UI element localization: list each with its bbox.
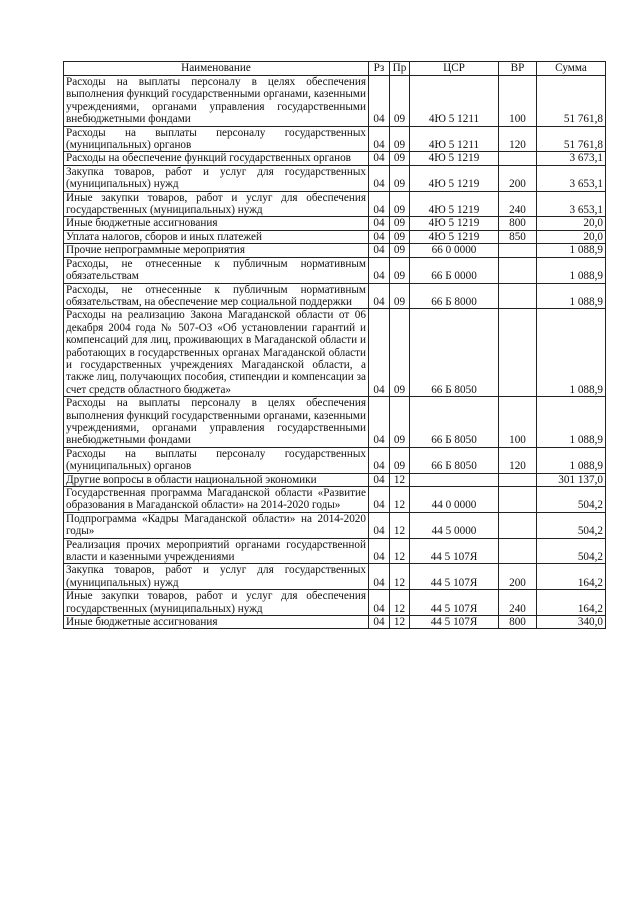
cell-name: Иные закупки товаров, работ и услуг для обеспечения государственных (муниципальных) нужд	[64, 590, 369, 616]
cell-sum: 164,2	[537, 564, 606, 590]
cell-vr: 800	[499, 217, 537, 230]
cell-rz: 04	[369, 126, 390, 152]
cell-csr: 44 5 107Я	[410, 590, 499, 616]
cell-pr: 12	[390, 616, 410, 629]
cell-sum: 340,0	[537, 616, 606, 629]
cell-rz: 04	[369, 397, 390, 448]
table-row	[64, 152, 606, 165]
cell-name: Иные закупки товаров, работ и услуг для обеспечения государственных (муниципальных) нужд	[64, 191, 369, 217]
cell-rz: 04	[369, 257, 390, 283]
cell-rz: 04	[369, 283, 390, 309]
cell-name: Расходы на выплаты персоналу государственных (муниципальных) органов	[64, 447, 369, 473]
cell-name: Расходы на обеспечение функций государственных органов	[64, 152, 369, 165]
cell-vr	[499, 244, 537, 257]
table-row	[64, 538, 606, 564]
cell-vr: 200	[499, 165, 537, 191]
cell-name: Уплата налогов, сборов и иных платежей	[64, 230, 369, 243]
cell-pr: 09	[390, 152, 410, 165]
cell-sum: 51 761,8	[537, 126, 606, 152]
cell-rz: 04	[369, 487, 390, 513]
cell-sum: 164,2	[537, 590, 606, 616]
table-row	[64, 244, 606, 257]
cell-pr: 09	[390, 397, 410, 448]
cell-sum: 20,0	[537, 230, 606, 243]
cell-vr	[499, 473, 537, 486]
cell-rz: 04	[369, 512, 390, 538]
cell-csr: 66 0 0000	[410, 244, 499, 257]
cell-vr	[499, 512, 537, 538]
table-row	[64, 512, 606, 538]
cell-csr: 4Ю 5 1219	[410, 191, 499, 217]
cell-sum: 504,2	[537, 512, 606, 538]
table-row	[64, 487, 606, 513]
cell-csr	[410, 473, 499, 486]
cell-name: Иные бюджетные ассигнования	[64, 616, 369, 629]
cell-csr: 66 Б 8050	[410, 397, 499, 448]
cell-pr: 12	[390, 590, 410, 616]
table-row	[64, 564, 606, 590]
cell-name: Государственная программа Магаданской области «Развитие образования в Магаданской области» на 2014-2020 годы»	[64, 487, 369, 513]
cell-name: Подпрограмма «Кадры Магаданской области» на 2014-2020 годы»	[64, 512, 369, 538]
cell-pr: 09	[390, 165, 410, 191]
cell-csr: 44 5 0000	[410, 512, 499, 538]
cell-vr: 100	[499, 76, 537, 127]
cell-name: Закупка товаров, работ и услуг для государственных (муниципальных) нужд	[64, 564, 369, 590]
table-row	[64, 230, 606, 243]
cell-csr: 66 Б 8050	[410, 309, 499, 397]
table-row	[64, 76, 606, 127]
cell-csr: 4Ю 5 1219	[410, 152, 499, 165]
cell-csr: 44 5 107Я	[410, 564, 499, 590]
cell-csr: 4Ю 5 1219	[410, 217, 499, 230]
cell-pr: 09	[390, 126, 410, 152]
cell-csr: 66 Б 8050	[410, 447, 499, 473]
cell-name: Расходы на выплаты персоналу в целях обеспечения выполнения функций государственными органами, казенными учреждениями, органами управления государственными внебюджетными фондами	[64, 397, 369, 448]
cell-sum: 20,0	[537, 217, 606, 230]
cell-rz: 04	[369, 191, 390, 217]
table-row	[64, 616, 606, 629]
table-row	[64, 590, 606, 616]
table-row	[64, 447, 606, 473]
cell-name: Иные бюджетные ассигнования	[64, 217, 369, 230]
cell-pr: 12	[390, 564, 410, 590]
cell-sum: 3 673,1	[537, 152, 606, 165]
cell-vr: 120	[499, 447, 537, 473]
cell-rz: 04	[369, 230, 390, 243]
cell-sum: 1 088,9	[537, 447, 606, 473]
header-pr: Пр	[390, 62, 410, 76]
table-row	[64, 165, 606, 191]
cell-name: Закупка товаров, работ и услуг для государственных (муниципальных) нужд	[64, 165, 369, 191]
cell-csr: 44 5 107Я	[410, 616, 499, 629]
cell-vr: 240	[499, 590, 537, 616]
cell-pr: 09	[390, 283, 410, 309]
cell-pr: 12	[390, 473, 410, 486]
cell-csr: 4Ю 5 1211	[410, 76, 499, 127]
cell-vr	[499, 487, 537, 513]
table-row	[64, 191, 606, 217]
cell-vr	[499, 257, 537, 283]
cell-csr: 44 5 107Я	[410, 538, 499, 564]
cell-sum: 301 137,0	[537, 473, 606, 486]
cell-name: Расходы на реализацию Закона Магаданской области от 06 декабря 2004 года № 507-ОЗ «Об установлении гарантий и компенсаций для лиц, проживающих в Магаданской области и работающих в государственных органах Магаданской области и государственных учреждениях Магаданской области, а также лиц, получающих пособия, стипендии и компенсации за счет средств областного бюджета»	[64, 309, 369, 397]
cell-pr: 09	[390, 191, 410, 217]
cell-vr	[499, 309, 537, 397]
cell-sum: 1 088,9	[537, 244, 606, 257]
cell-sum: 51 761,8	[537, 76, 606, 127]
table-row	[64, 473, 606, 486]
table-row	[64, 309, 606, 397]
table-row	[64, 397, 606, 448]
cell-sum: 504,2	[537, 538, 606, 564]
cell-name: Расходы на выплаты персоналу государственных (муниципальных) органов	[64, 126, 369, 152]
cell-rz: 04	[369, 244, 390, 257]
cell-vr: 120	[499, 126, 537, 152]
cell-csr: 44 0 0000	[410, 487, 499, 513]
cell-sum: 1 088,9	[537, 309, 606, 397]
cell-vr: 850	[499, 230, 537, 243]
cell-name: Другие вопросы в области национальной экономики	[64, 473, 369, 486]
table-header-row	[64, 62, 606, 76]
cell-pr: 09	[390, 447, 410, 473]
cell-name: Прочие непрограммные мероприятия	[64, 244, 369, 257]
header-name: Наименование	[64, 62, 369, 76]
cell-rz: 04	[369, 217, 390, 230]
cell-vr: 200	[499, 564, 537, 590]
cell-rz: 04	[369, 165, 390, 191]
cell-csr: 4Ю 5 1211	[410, 126, 499, 152]
cell-rz: 04	[369, 152, 390, 165]
cell-vr	[499, 538, 537, 564]
table-row	[64, 283, 606, 309]
cell-csr: 66 Б 0000	[410, 257, 499, 283]
cell-name: Расходы, не отнесенные к публичным нормативным обязательствам, на обеспечение мер социальной поддержки	[64, 283, 369, 309]
cell-pr: 09	[390, 244, 410, 257]
cell-sum: 504,2	[537, 487, 606, 513]
cell-sum: 1 088,9	[537, 257, 606, 283]
cell-rz: 04	[369, 616, 390, 629]
header-sum: Сумма	[537, 62, 606, 76]
cell-pr: 09	[390, 230, 410, 243]
cell-vr: 240	[499, 191, 537, 217]
cell-rz: 04	[369, 447, 390, 473]
cell-pr: 09	[390, 257, 410, 283]
cell-pr: 12	[390, 512, 410, 538]
cell-pr: 09	[390, 309, 410, 397]
cell-sum: 1 088,9	[537, 283, 606, 309]
cell-rz: 04	[369, 590, 390, 616]
cell-name: Расходы на выплаты персоналу в целях обеспечения выполнения функций государственными органами, казенными учреждениями, органами управления государственными внебюджетными фондами	[64, 76, 369, 127]
cell-name: Реализация прочих мероприятий органами государственной власти и казенными учреждениями	[64, 538, 369, 564]
cell-name: Расходы, не отнесенные к публичным нормативным обязательствам	[64, 257, 369, 283]
cell-csr: 4Ю 5 1219	[410, 165, 499, 191]
cell-pr: 12	[390, 487, 410, 513]
table-row	[64, 126, 606, 152]
cell-rz: 04	[369, 76, 390, 127]
table-body	[64, 76, 606, 629]
cell-vr: 800	[499, 616, 537, 629]
cell-rz: 04	[369, 564, 390, 590]
table-row	[64, 257, 606, 283]
cell-vr	[499, 283, 537, 309]
cell-rz: 04	[369, 473, 390, 486]
cell-vr: 100	[499, 397, 537, 448]
table-row	[64, 217, 606, 230]
cell-csr: 66 Б 8000	[410, 283, 499, 309]
cell-rz: 04	[369, 538, 390, 564]
cell-sum: 3 653,1	[537, 165, 606, 191]
header-rz: Рз	[369, 62, 390, 76]
header-csr: ЦСР	[410, 62, 499, 76]
cell-rz: 04	[369, 309, 390, 397]
cell-pr: 09	[390, 76, 410, 127]
cell-pr: 12	[390, 538, 410, 564]
cell-vr	[499, 152, 537, 165]
cell-csr: 4Ю 5 1219	[410, 230, 499, 243]
header-vr: ВР	[499, 62, 537, 76]
cell-sum: 3 653,1	[537, 191, 606, 217]
cell-pr: 09	[390, 217, 410, 230]
budget-table	[63, 61, 606, 629]
cell-sum: 1 088,9	[537, 397, 606, 448]
